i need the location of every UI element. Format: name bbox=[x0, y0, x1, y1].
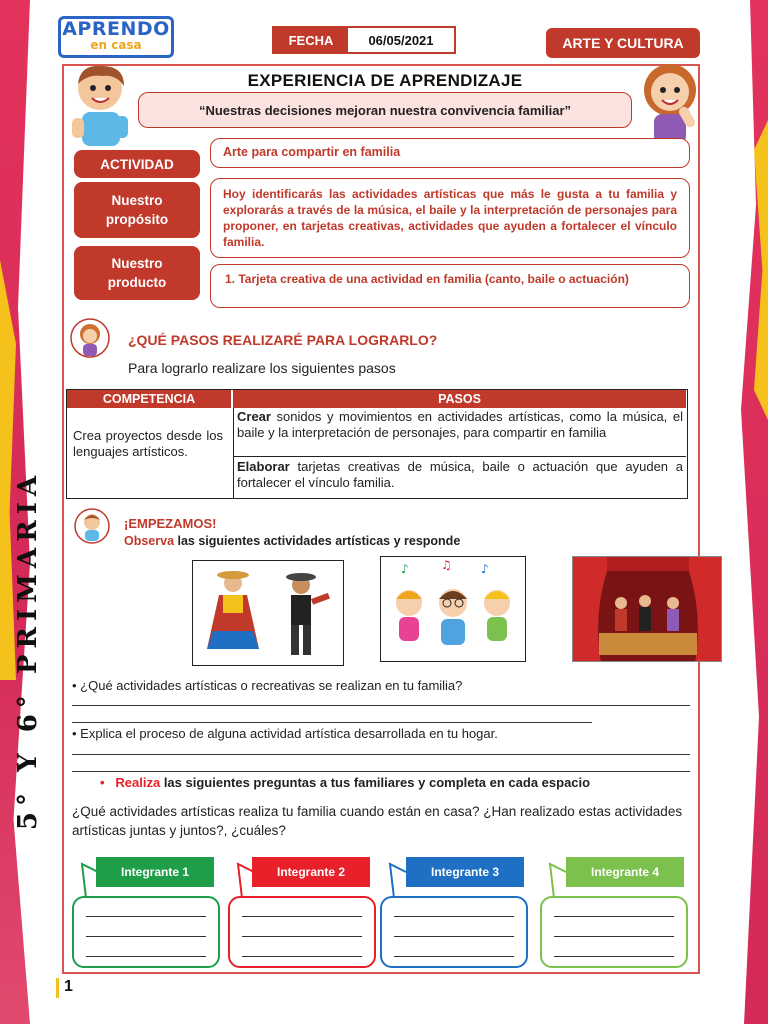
member-connector bbox=[384, 858, 424, 900]
competence-text: Crea proyectos desde los lenguajes artísticos. bbox=[73, 428, 223, 459]
member-connector bbox=[544, 858, 584, 900]
answer-line[interactable] bbox=[86, 956, 206, 957]
member-label: Integrante 1 bbox=[96, 857, 214, 887]
member-answer-box[interactable] bbox=[380, 896, 528, 968]
table-header-competencia: COMPETENCIA bbox=[67, 390, 231, 408]
member-connector bbox=[76, 858, 116, 900]
page-number-bar bbox=[56, 978, 59, 998]
answer-line[interactable] bbox=[554, 956, 674, 957]
member-answer-box[interactable] bbox=[540, 896, 688, 968]
answer-line[interactable] bbox=[72, 722, 592, 723]
table-header-pasos: PASOS bbox=[233, 390, 686, 408]
answer-line[interactable] bbox=[72, 771, 690, 772]
member-label: Integrante 3 bbox=[406, 857, 524, 887]
answer-line[interactable] bbox=[72, 754, 690, 755]
boy-small-icon bbox=[74, 508, 110, 548]
answer-line[interactable] bbox=[242, 936, 362, 937]
steps-heading: ¿QUÉ PASOS REALIZARÉ PARA LOGRARLO? bbox=[128, 332, 438, 348]
answer-line[interactable] bbox=[394, 936, 514, 937]
member-connector bbox=[232, 858, 272, 900]
answer-line[interactable] bbox=[242, 916, 362, 917]
date-label: FECHA bbox=[274, 28, 348, 52]
answer-line[interactable] bbox=[394, 956, 514, 957]
competence-table bbox=[66, 389, 688, 499]
answer-line[interactable] bbox=[86, 936, 206, 937]
purpose-label: Nuestro propósito bbox=[74, 182, 200, 238]
singing-kids-illustration bbox=[380, 556, 526, 662]
answer-line[interactable] bbox=[394, 916, 514, 917]
product-value: 1. Tarjeta creativa de una actividad en familia (canto, baile o actuación) bbox=[210, 264, 690, 308]
answer-line[interactable] bbox=[554, 936, 674, 937]
observe-instruction: Observa las siguientes actividades artísticas y responde bbox=[124, 534, 461, 548]
answer-line[interactable] bbox=[72, 705, 690, 706]
steps-intro: Para lograrlo realizare los siguientes pasos bbox=[128, 360, 396, 376]
girl-illustration bbox=[636, 62, 704, 148]
page-title: EXPERIENCIA DE APRENDIZAJE bbox=[247, 71, 523, 90]
question-2: • Explica el proceso de alguna actividad artística desarrollada en tu hogar. bbox=[72, 726, 498, 741]
family-instruction: • Realiza las siguientes preguntas a tus familiares y completa en cada espacio bbox=[100, 775, 591, 790]
dance-illustration bbox=[192, 560, 344, 666]
member-label: Integrante 2 bbox=[252, 857, 370, 887]
activity-value: Arte para compartir en familia bbox=[210, 138, 690, 168]
step-1: Crear sonidos y movimientos en actividades artísticas, como la música, el baile y la interpretación de personajes, para compartir en familia bbox=[237, 409, 683, 440]
theater-stage-illustration bbox=[572, 556, 722, 662]
boy-illustration bbox=[66, 62, 136, 154]
page-number: 1 bbox=[64, 978, 73, 995]
svg-text:♪: ♪ bbox=[481, 562, 489, 576]
activity-label: ACTIVIDAD bbox=[74, 150, 200, 178]
question-1: • ¿Qué actividades artísticas o recreativas se realizan en tu familia? bbox=[72, 678, 463, 693]
product-label: Nuestro producto bbox=[74, 246, 200, 300]
grade-label: 5° Y 6° PRIMARIA bbox=[13, 469, 43, 831]
step-2: Elaborar tarjetas creativas de música, baile o actuación que ayuden a fortalecer el vínculo familia. bbox=[237, 459, 683, 490]
member-label: Integrante 4 bbox=[566, 857, 684, 887]
page-subtitle: “Nuestras decisiones mejoran nuestra convivencia familiar” bbox=[138, 92, 632, 128]
aprendo-en-casa-logo: APRENDO en casa bbox=[58, 16, 174, 58]
member-answer-box[interactable] bbox=[72, 896, 220, 968]
svg-text:♪: ♪ bbox=[401, 562, 409, 576]
answer-line[interactable] bbox=[554, 916, 674, 917]
purpose-value: Hoy identificarás las actividades artísticas que más le gusta a tu familia y explorarás a través de la música, el baile y la interpretación de personajes para proponer, en tarjetas creativas, actividades que ayuden a fortalecer el vínculo familia. bbox=[210, 178, 690, 258]
member-answer-box[interactable] bbox=[228, 896, 376, 968]
answer-line[interactable] bbox=[86, 916, 206, 917]
family-question: ¿Qué actividades artísticas realiza tu familia cuando están en casa? ¿Han realizado estas actividades artísticas juntas y juntos?, ¿cuáles? bbox=[72, 804, 683, 838]
start-heading: ¡EMPEZAMOS! bbox=[124, 516, 217, 531]
subject-badge: ARTE Y CULTURA bbox=[546, 28, 700, 58]
date-box bbox=[272, 26, 456, 54]
girl-small-icon bbox=[70, 318, 110, 366]
svg-text:♫: ♫ bbox=[441, 558, 452, 572]
answer-line[interactable] bbox=[242, 956, 362, 957]
date-value: 06/05/2021 bbox=[368, 32, 434, 48]
